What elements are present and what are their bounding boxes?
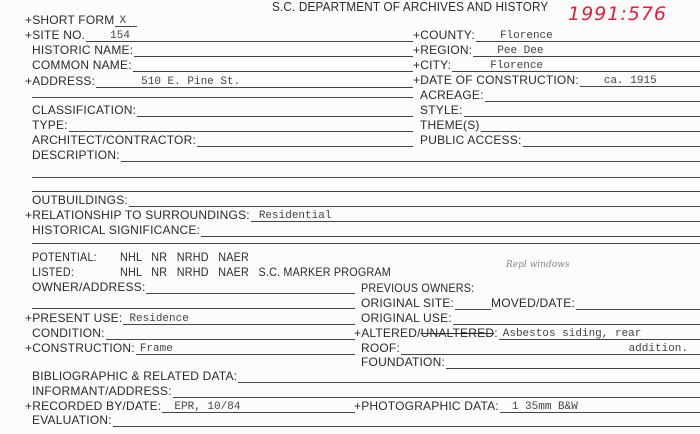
label: ROOF: (361, 341, 400, 355)
potential-options[interactable]: NHL NR NRHD NAER (120, 250, 249, 264)
public-access-field[interactable] (420, 133, 700, 147)
description-line-2 (32, 177, 700, 178)
county-value: Florence (499, 30, 553, 42)
description-line-3 (32, 191, 700, 192)
informant-field[interactable] (32, 384, 700, 398)
date-value: ca. 1915 (603, 75, 657, 87)
address-field[interactable] (25, 74, 413, 88)
classification-field[interactable] (32, 103, 413, 117)
historic-name-field[interactable] (32, 43, 413, 57)
owner-line-2 (32, 308, 355, 309)
label-colon: : (494, 326, 498, 340)
previous-owners-label: PREVIOUS OWNERS: (361, 281, 475, 295)
label: ACREAGE: (420, 88, 484, 102)
label: CONDITION: (32, 326, 105, 340)
label: OUTBUILDINGS: (32, 193, 128, 207)
label: STYLE: (420, 103, 463, 117)
architect-field[interactable] (32, 133, 413, 147)
listed-options[interactable]: NHL NR NRHD NAER S.C. MARKER PROGRAM (120, 265, 391, 279)
handwritten-note: Repl windows (506, 260, 570, 270)
potential-label: POTENTIAL: (32, 250, 97, 264)
short-form-value: X (119, 15, 127, 27)
construction-value: Frame (139, 343, 173, 355)
recorded-by-field[interactable] (25, 399, 355, 413)
label: THEME(S) (420, 118, 480, 132)
roof-field[interactable] (361, 341, 700, 355)
label: TYPE: (32, 118, 68, 132)
label: ORIGINAL USE: (361, 311, 452, 325)
recorded-by-value: EPR, 10/84 (174, 401, 241, 413)
evaluation-field[interactable] (32, 413, 700, 427)
photographic-field[interactable] (354, 399, 700, 413)
label: MOVED/DATE: (491, 296, 575, 310)
relationship-value: Residential (258, 210, 332, 222)
label: +PHOTOGRAPHIC DATA: (354, 399, 499, 413)
label: ARCHITECT/CONTRACTOR: (32, 133, 196, 147)
outbuildings-field[interactable] (32, 193, 700, 207)
historical-significance-field[interactable] (32, 223, 700, 237)
present-use-field[interactable] (25, 311, 355, 325)
label: HISTORIC NAME: (32, 43, 134, 57)
label: PUBLIC ACCESS: (420, 133, 522, 147)
site-no-value: 154 (110, 30, 130, 42)
moved-date-field[interactable] (491, 296, 700, 310)
label: HISTORICAL SIGNIFICANCE: (32, 223, 201, 237)
date-construction-field[interactable] (413, 73, 700, 87)
address-line-2 (32, 97, 413, 98)
label: +DATE OF CONSTRUCTION: (413, 73, 579, 87)
altered-value-continued: addition. (628, 343, 688, 355)
region-field[interactable] (413, 43, 700, 57)
label: +COUNTY: (413, 28, 475, 42)
construction-field[interactable] (25, 341, 355, 355)
relationship-field[interactable] (25, 208, 700, 222)
label: ORIGINAL SITE: (361, 296, 455, 310)
county-field[interactable] (413, 28, 700, 42)
original-use-field[interactable] (361, 311, 700, 325)
region-value: Pee Dee (497, 45, 544, 57)
address-value: 510 E. Pine St. (141, 76, 241, 88)
listed-label: LISTED: (32, 265, 75, 279)
label: CLASSIFICATION: (32, 103, 137, 117)
label: DESCRIPTION: (32, 148, 120, 162)
significance-line-2 (32, 243, 700, 244)
bibliographic-field[interactable] (32, 369, 700, 383)
label: EVALUATION: (32, 413, 112, 427)
label: BIBLIOGRAPHIC & RELATED DATA: (32, 369, 238, 383)
unaltered-struck-label: UNALTERED (420, 326, 495, 340)
original-site-field[interactable] (361, 296, 491, 310)
altered-value: Asbestos siding, rear (502, 328, 642, 340)
label: +ADDRESS: (25, 74, 96, 88)
form-title: S.C. DEPARTMENT OF ARCHIVES AND HISTORY (272, 0, 549, 14)
themes-field[interactable] (420, 118, 700, 132)
short-form-field[interactable] (25, 13, 137, 27)
label: +CONSTRUCTION: (25, 341, 135, 355)
style-field[interactable] (420, 103, 700, 117)
label: INFORMANT/ADDRESS: (32, 384, 172, 398)
city-field[interactable] (413, 58, 700, 72)
accession-number: 1991:576 (568, 3, 668, 25)
foundation-field[interactable] (361, 355, 700, 369)
altered-field[interactable] (354, 326, 700, 340)
description-field[interactable] (32, 148, 700, 162)
site-no-field[interactable] (25, 28, 413, 42)
label: FOUNDATION: (361, 355, 445, 369)
label: +RECORDED BY/DATE: (25, 399, 162, 413)
condition-field[interactable] (32, 326, 355, 340)
label: COMMON NAME: (32, 58, 132, 72)
label: +PRESENT USE: (25, 311, 123, 325)
type-field[interactable] (32, 118, 413, 132)
present-use-value: Residence (129, 313, 189, 325)
label: +REGION: (413, 43, 473, 57)
label: +RELATIONSHIP TO SURROUNDINGS: (25, 208, 250, 222)
label: OWNER/ADDRESS: (32, 280, 146, 294)
photographic-value: 1 35mm B&W (511, 401, 578, 413)
label: +SHORT FORM (25, 13, 115, 27)
label: +SITE NO. (25, 28, 86, 42)
owner-address-field[interactable] (32, 280, 355, 294)
label: +ALTERED/ (354, 326, 421, 340)
city-value: Florence (490, 60, 544, 72)
common-name-field[interactable] (32, 58, 413, 72)
label: +CITY: (413, 58, 452, 72)
acreage-field[interactable] (420, 88, 700, 102)
